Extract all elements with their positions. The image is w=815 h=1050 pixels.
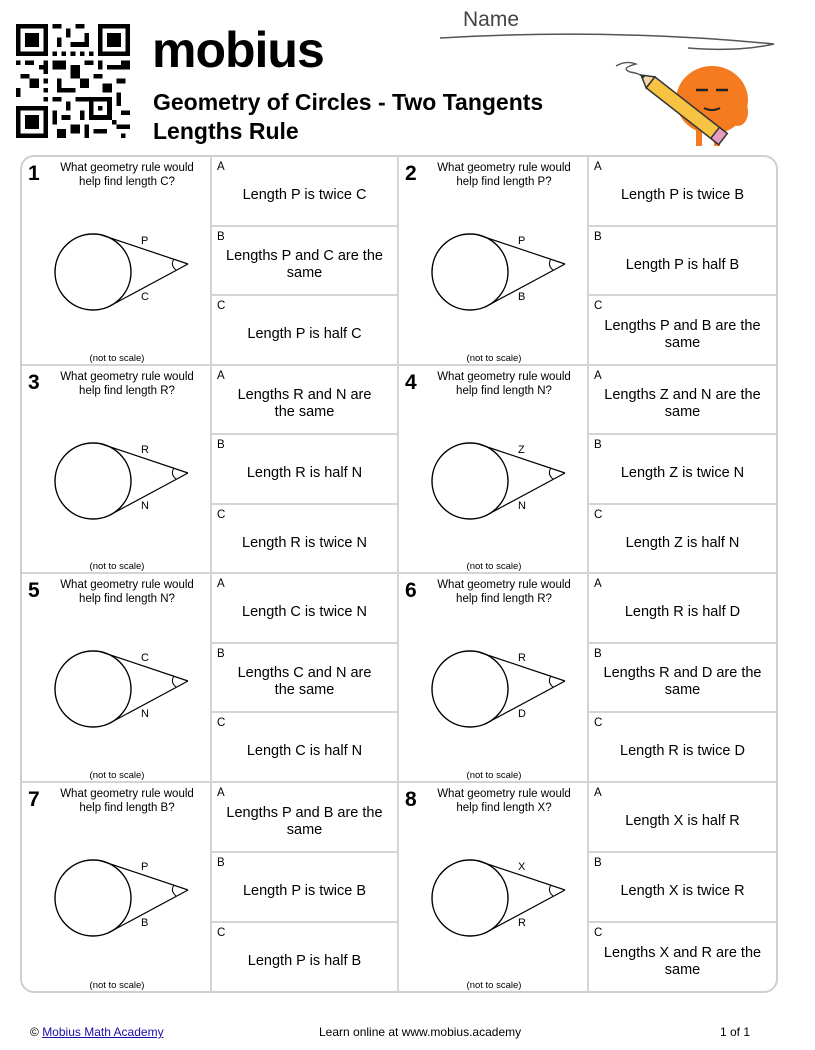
question-cell <box>22 366 399 575</box>
angle-arc <box>172 468 176 479</box>
not-to-scale-note: (not to scale) <box>466 561 522 572</box>
question-panel <box>399 157 589 364</box>
tangent-label-bottom: N <box>141 708 149 720</box>
answer-option[interactable] <box>212 713 397 781</box>
circle-shape <box>55 651 131 727</box>
tangent-label-bottom: R <box>518 916 526 929</box>
option-letter: B <box>217 856 225 869</box>
two-tangents-diagram <box>429 849 579 947</box>
option-text: Length R is twice D <box>620 743 745 760</box>
answer-option[interactable] <box>212 435 397 505</box>
question-cell <box>399 574 776 783</box>
option-text: Lengths Z and N are the same <box>604 387 761 421</box>
tangent-label-top: P <box>518 235 526 247</box>
circle-shape <box>55 860 131 936</box>
title-line-1: Geometry of Circles - Two Tangents <box>153 89 544 115</box>
question-prompt: What geometry rule would help find length N? <box>437 370 571 397</box>
two-tangents-diagram <box>52 640 202 738</box>
option-text: Lengths R and N are the same <box>237 387 372 421</box>
question-cell <box>399 783 776 992</box>
tangent-label-top: C <box>141 652 149 664</box>
option-text: Length Z is half N <box>625 534 740 551</box>
question-cell <box>22 157 399 366</box>
option-text: Length X is half R <box>625 813 740 830</box>
not-to-scale-note: (not to scale) <box>466 352 522 364</box>
option-letter: B <box>217 230 225 243</box>
option-text: Length C is half N <box>246 743 363 760</box>
angle-arc <box>549 468 553 479</box>
option-letter: B <box>594 856 602 869</box>
answer-options <box>589 366 776 573</box>
option-letter: B <box>217 439 225 451</box>
mobius-academy-link[interactable]: Mobius Math Academy <box>42 1025 164 1039</box>
not-to-scale-note: (not to scale) <box>89 352 145 364</box>
question-panel <box>399 366 589 573</box>
option-text: Lengths P and B are the same <box>226 804 383 838</box>
option-text: Length P is half B <box>625 256 740 273</box>
copyright-symbol: © <box>30 1025 39 1039</box>
two-tangents-diagram <box>429 640 579 738</box>
option-letter: C <box>594 717 603 729</box>
two-tangents-diagram <box>52 223 202 321</box>
angle-arc <box>549 259 553 270</box>
tangent-label-bottom: C <box>141 291 149 303</box>
option-letter: C <box>217 717 226 729</box>
question-cell <box>399 157 776 366</box>
circle-shape <box>55 443 131 519</box>
option-letter: C <box>594 508 603 521</box>
question-prompt: What geometry rule would help find length C? <box>60 162 194 188</box>
option-text: Length P is twice C <box>242 187 367 204</box>
option-letter: A <box>217 578 225 590</box>
answer-option[interactable] <box>589 227 776 297</box>
tangent-label-bottom: D <box>518 708 526 720</box>
question-number: 3 <box>28 370 40 394</box>
option-text: Lengths C and N are the same <box>237 665 372 699</box>
answer-option[interactable] <box>212 644 397 714</box>
footer-website: Learn online at www.mobius.academy <box>319 1025 522 1039</box>
answer-options <box>589 574 776 781</box>
question-panel <box>22 366 212 573</box>
option-letter: C <box>594 300 603 312</box>
answer-option[interactable] <box>589 783 776 853</box>
angle-arc <box>172 259 176 270</box>
question-number: 2 <box>405 162 417 185</box>
mascot-illustration <box>612 52 762 152</box>
circle-shape <box>432 234 508 310</box>
answer-option[interactable] <box>589 366 776 436</box>
tangent-label-bottom: B <box>518 291 526 303</box>
angle-arc <box>172 676 176 687</box>
option-letter: A <box>217 786 225 799</box>
answer-option[interactable] <box>589 574 776 644</box>
option-text: Lengths P and B are the same <box>604 317 761 351</box>
option-letter: B <box>594 647 602 660</box>
question-number: 8 <box>405 787 417 811</box>
option-letter: A <box>594 161 602 173</box>
answer-option[interactable] <box>589 644 776 714</box>
question-prompt: What geometry rule would help find length P? <box>437 162 571 188</box>
answer-option[interactable] <box>212 366 397 436</box>
tangent-label-bottom: N <box>518 499 526 512</box>
answer-option[interactable] <box>212 296 397 364</box>
question-number: 6 <box>405 579 417 602</box>
two-tangents-diagram <box>52 432 202 530</box>
option-letter: C <box>217 926 226 939</box>
title-line-2: Lengths Rule <box>153 118 299 144</box>
answer-options <box>589 157 776 364</box>
option-letter: A <box>594 786 602 799</box>
option-letter: A <box>594 578 602 590</box>
answer-option[interactable] <box>212 853 397 923</box>
option-letter: C <box>217 508 226 521</box>
answer-option[interactable] <box>589 923 776 991</box>
answer-option[interactable] <box>589 853 776 923</box>
worksheet-title <box>153 88 593 146</box>
circle-shape <box>432 860 508 936</box>
not-to-scale-note: (not to scale) <box>89 561 145 572</box>
question-number: 4 <box>405 370 417 394</box>
option-text: Length R is twice N <box>242 534 367 551</box>
answer-option[interactable] <box>589 157 776 227</box>
not-to-scale-note: (not to scale) <box>466 980 522 991</box>
option-letter: A <box>217 161 225 173</box>
answer-option[interactable] <box>212 505 397 573</box>
tangent-label-top: P <box>141 235 149 247</box>
option-text: Lengths P and C are the same <box>226 248 383 282</box>
tangent-label-bottom: B <box>141 916 149 929</box>
question-panel <box>22 157 212 364</box>
qr-code <box>16 24 130 138</box>
option-text: Length P is half B <box>247 953 362 970</box>
circle-shape <box>432 443 508 519</box>
question-grid <box>20 155 778 993</box>
question-prompt: What geometry rule would help find length X? <box>437 787 571 814</box>
option-letter: B <box>217 647 225 660</box>
question-number: 7 <box>28 787 40 811</box>
page-number: 1 of 1 <box>720 1025 751 1039</box>
answer-options <box>212 783 397 992</box>
option-text: Lengths R and D are the same <box>603 665 762 699</box>
answer-option[interactable] <box>212 923 397 991</box>
angle-arc <box>172 885 176 896</box>
option-letter: A <box>594 369 602 382</box>
question-panel <box>399 574 589 781</box>
tangent-label-top: R <box>518 652 526 664</box>
question-cell <box>399 366 776 575</box>
question-number: 5 <box>28 579 40 602</box>
two-tangents-diagram <box>429 432 579 530</box>
tangent-label-top: Z <box>518 443 525 456</box>
footer-copyright <box>30 1025 164 1039</box>
two-tangents-diagram <box>52 849 202 947</box>
answer-options <box>212 366 397 573</box>
option-text: Length R is half D <box>624 604 741 621</box>
option-letter: B <box>594 439 602 451</box>
circle-shape <box>55 234 131 310</box>
option-letter: C <box>217 300 226 312</box>
answer-option[interactable] <box>212 157 397 227</box>
option-text: Length P is twice B <box>620 187 745 204</box>
answer-options <box>589 783 776 992</box>
option-text: Length C is twice N <box>242 604 367 621</box>
question-cell <box>22 574 399 783</box>
option-letter: B <box>594 230 602 243</box>
not-to-scale-note: (not to scale) <box>89 769 145 781</box>
brand-logo: mobius <box>152 22 324 78</box>
option-letter: C <box>594 926 603 939</box>
answer-option[interactable] <box>589 435 776 505</box>
option-text: Length R is half N <box>246 465 363 482</box>
option-letter: A <box>217 369 225 382</box>
question-prompt: What geometry rule would help find length B? <box>60 787 194 814</box>
angle-arc <box>549 676 553 687</box>
answer-option[interactable] <box>589 296 776 364</box>
question-cell <box>22 783 399 992</box>
answer-options <box>212 574 397 781</box>
tangent-label-bottom: N <box>141 499 149 512</box>
name-label: Name <box>463 8 520 31</box>
not-to-scale-note: (not to scale) <box>89 980 145 991</box>
angle-arc <box>549 885 553 896</box>
two-tangents-diagram <box>429 223 579 321</box>
option-text: Lengths X and R are the same <box>603 944 762 978</box>
question-panel <box>22 574 212 781</box>
answer-option[interactable] <box>589 505 776 573</box>
circle-shape <box>432 651 508 727</box>
option-text: Length Z is twice N <box>620 465 745 482</box>
option-text: Length P is half C <box>247 326 362 343</box>
answer-option[interactable] <box>589 713 776 781</box>
tangent-label-top: X <box>518 860 526 873</box>
question-prompt: What geometry rule would help find length R? <box>60 370 194 397</box>
question-panel <box>399 783 589 992</box>
answer-option[interactable] <box>212 227 397 297</box>
option-text: Length X is twice R <box>620 883 745 900</box>
answer-options <box>212 157 397 364</box>
question-prompt: What geometry rule would help find length R? <box>437 579 571 605</box>
question-panel <box>22 783 212 992</box>
question-number: 1 <box>28 162 40 185</box>
tangent-label-top: P <box>141 860 149 873</box>
option-text: Length P is twice B <box>242 883 367 900</box>
answer-option[interactable] <box>212 783 397 853</box>
tangent-label-top: R <box>141 443 149 456</box>
question-prompt: What geometry rule would help find length N? <box>60 579 194 605</box>
not-to-scale-note: (not to scale) <box>466 769 522 781</box>
answer-option[interactable] <box>212 574 397 644</box>
